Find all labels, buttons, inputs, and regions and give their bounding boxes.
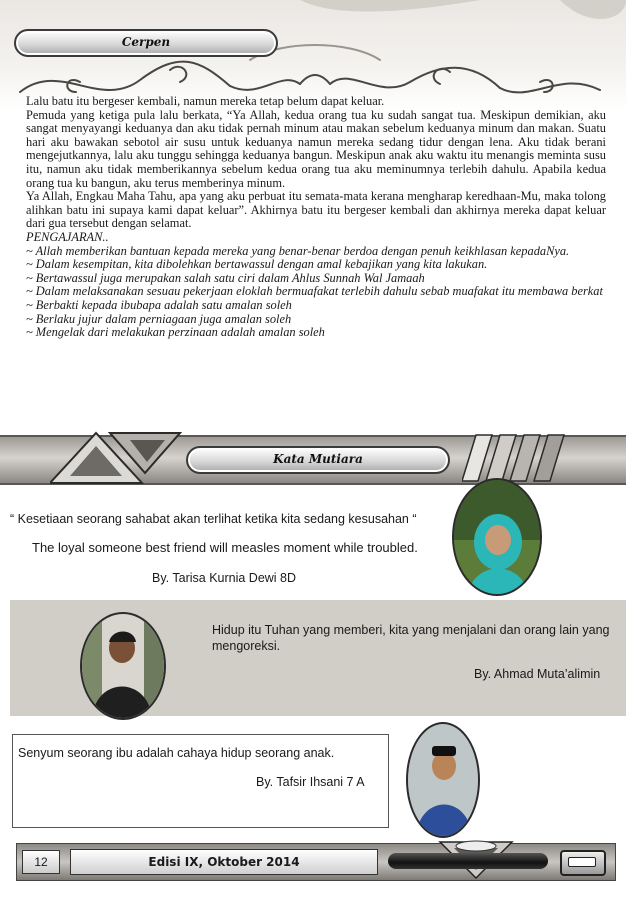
quote-block-1 <box>10 512 450 585</box>
author-photo-tafsir <box>406 722 480 838</box>
band-stripes-decoration <box>462 433 572 483</box>
lesson-item: ~ Mengelak dari melakukan perzinaan adalah amalan soleh <box>26 325 325 340</box>
edition-label: Edisi IX, Oktober 2014 <box>70 849 378 875</box>
lesson-item: ~ Allah memberikan bantuan kepada mereka yang benar-benar berdoa dengan penuh keikhlasan kepadaNya. <box>26 243 570 258</box>
footer-dark-pill <box>388 853 548 869</box>
author-photo-tarisa <box>452 478 542 596</box>
story-body <box>26 95 606 340</box>
quote-text: “ Kesetiaan seorang sahabat akan terlihat ketika kita sedang kesusahan “ <box>10 512 417 526</box>
lesson-item: ~ Dalam melaksanakan sesuau pekerjaan eloklah bermuafakat terlebih dahulu sebab muafakat itu membawa berkat <box>26 284 603 299</box>
author-photo-ahmad <box>80 612 166 720</box>
story-paragraph: Lalu batu itu bergeser kembali, namun mereka tetap belum dapat keluar. <box>26 94 385 108</box>
quote-text: Hidup itu Tuhan yang memberi, kita yang menjalani dan orang lain yang mengoreksi. <box>212 623 610 653</box>
page-number: 12 <box>22 850 60 874</box>
lessons-title: PENGAJARAN.. <box>26 229 109 244</box>
kata-mutiara-title-pill <box>186 446 450 474</box>
story-paragraph: Ya Allah, Engkau Maha Tahu, apa yang aku perbuat itu semata-mata kerana mengharap keredhaan-Mu, maka tolong alihkan batu ini supaya kami dapat keluar”. Akhirnya batu itu bergeser kembali dan akhirnya mereka dapat keluar dari gua tersebut dengan selamat. <box>26 189 606 231</box>
quote-author: By. Ahmad Muta’alimin <box>474 667 601 681</box>
section-title-pill <box>14 29 278 57</box>
lesson-item: ~ Dalam kesempitan, kita dibolehkan bertawassul dengan amal kebajikan yang kita lakukan. <box>26 257 488 272</box>
quote-author: By. Tafsir Ihsani 7 A <box>256 775 365 789</box>
band-triangle-decoration <box>50 428 190 488</box>
kata-mutiara-title: Kata Mutiara <box>273 452 363 466</box>
story-paragraph: Pemuda yang ketiga pula lalu berkata, “Ya Allah, kedua orang tua ku sudah sangat tua. Meskipun demikian, aku sangat menyayangi keduanya dan aku tidak pernah minum atau makan sebelum keduanya minum dan makan. Suatu hari aku bawakan sebotol air susu untuk keduanya namun mereka sedang tidur dengan lena. Aku tidak berani mengejutkannya, lalu aku tunggu sehingga keduanya bangun. Meskipun anak aku waktu itu menangis meminta susu itu, namun aku tidak memberikannya sebelum kedua orang tua aku meminumnya terlebih dahulu. Apabila kedua orang tua ku bangun, aku terus memberinya minum. <box>26 107 606 190</box>
quote-translation: The loyal someone best friend will measles moment while troubled. <box>32 540 418 555</box>
quote-author: By. Tarisa Kurnia Dewi 8D <box>152 571 297 585</box>
footer-square-ornament <box>560 850 606 876</box>
section-title: Cerpen <box>121 35 171 49</box>
lesson-item: ~ Berlaku jujur dalam perniagaan juga amalan soleh <box>26 311 292 326</box>
quote-text: Senyum seorang ibu adalah cahaya hidup seorang anak. <box>18 746 335 760</box>
lesson-item: ~ Bertawassul juga merupakan salah satu ciri dalam Ahlus Sunnah Wal Jamaah <box>26 270 425 285</box>
lesson-item: ~ Berbakti kepada ibubapa adalah satu amalan soleh <box>26 297 292 312</box>
